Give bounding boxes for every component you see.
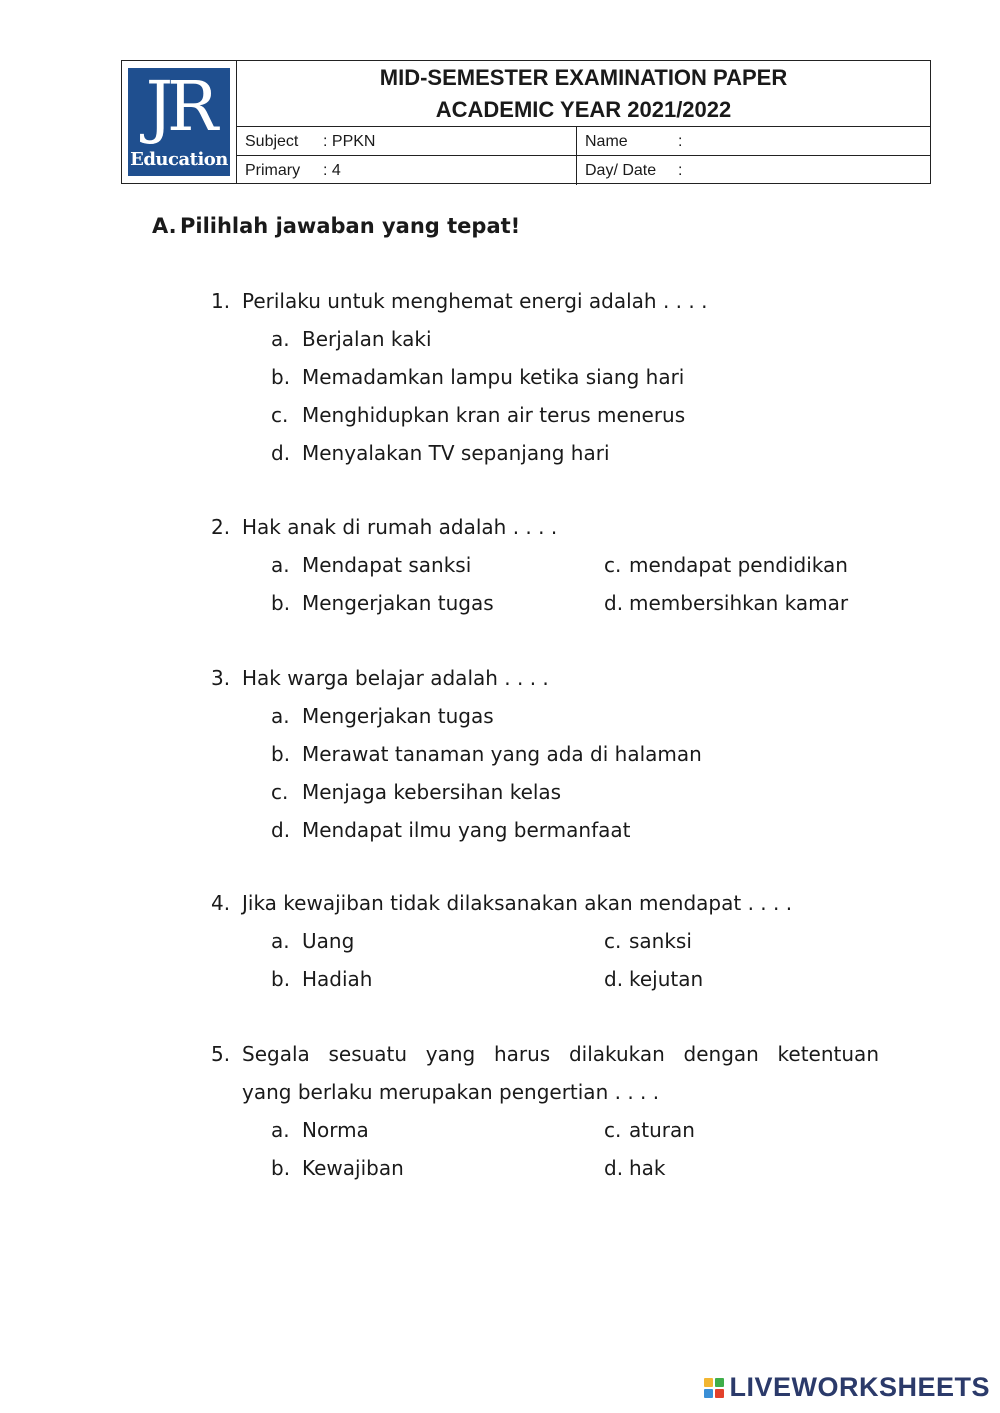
option-letter: c.	[604, 553, 622, 577]
primary-value: : 4	[323, 162, 341, 179]
question-3-stem	[211, 659, 879, 697]
option-5b[interactable]	[271, 1149, 404, 1187]
option-letter: a.	[271, 553, 290, 577]
name-value: :	[678, 133, 683, 150]
question-2-stem	[211, 508, 879, 546]
option-text: Menghidupkan kran air terus menerus	[302, 403, 686, 427]
option-text: Uang	[302, 929, 355, 953]
option-text: Mendapat sanksi	[302, 553, 472, 577]
option-4b[interactable]	[271, 960, 372, 998]
option-2a[interactable]	[271, 546, 471, 584]
exam-title-line1: MID-SEMESTER EXAMINATION PAPER	[379, 65, 788, 90]
subject-value: : PPKN	[323, 133, 376, 150]
section-instruction: Pilihlah jawaban yang tepat!	[180, 214, 521, 238]
option-text: Mengerjakan tugas	[302, 704, 494, 728]
option-letter: c.	[604, 1118, 622, 1142]
option-2d[interactable]	[604, 584, 848, 622]
date-value: :	[678, 162, 683, 179]
info-row-2	[237, 156, 930, 185]
liveworksheets-logo-icon	[704, 1378, 724, 1398]
option-letter: a.	[271, 1118, 290, 1142]
question-1-stem	[211, 282, 879, 320]
option-1a[interactable]	[271, 320, 432, 358]
date-label: Day/ Date	[585, 162, 657, 179]
option-letter: b.	[271, 1156, 291, 1180]
option-letter: d.	[604, 1156, 624, 1180]
option-text: mendapat pendidikan	[629, 553, 848, 577]
option-4a[interactable]	[271, 922, 354, 960]
option-row	[211, 546, 879, 584]
primary-label: Primary	[245, 162, 301, 179]
liveworksheets-watermark	[704, 1372, 990, 1403]
logo-square	[715, 1389, 724, 1398]
option-text: Mendapat ilmu yang bermanfaat	[302, 818, 631, 842]
option-text: Menjaga kebersihan kelas	[302, 780, 562, 804]
question-4-stem	[211, 884, 879, 922]
question-text: Perilaku untuk menghemat energi adalah . . . .	[242, 289, 708, 313]
option-text: Kewajiban	[302, 1156, 404, 1180]
question-3	[211, 659, 879, 849]
question-number: 5.	[211, 1042, 231, 1066]
option-4d[interactable]	[604, 960, 703, 998]
question-5-stem-cont	[211, 1073, 879, 1111]
option-5c[interactable]	[604, 1111, 695, 1149]
option-5d[interactable]	[604, 1149, 666, 1187]
option-text: Mengerjakan tugas	[302, 591, 494, 615]
option-4c[interactable]	[604, 922, 692, 960]
logo-square	[704, 1389, 713, 1398]
option-3d[interactable]	[271, 811, 630, 849]
subject-label: Subject	[245, 133, 299, 150]
option-text: Hadiah	[302, 967, 373, 991]
option-row	[211, 320, 879, 358]
option-text: Memadamkan lampu ketika siang hari	[302, 365, 685, 389]
option-1b[interactable]	[271, 358, 684, 396]
logo-square	[715, 1378, 724, 1387]
exam-title-line2: ACADEMIC YEAR 2021/2022	[435, 97, 732, 122]
option-letter: a.	[271, 704, 290, 728]
option-row	[211, 735, 879, 773]
option-letter: d.	[604, 591, 624, 615]
option-row	[211, 396, 879, 434]
option-row	[211, 584, 879, 622]
question-number: 1.	[211, 289, 231, 313]
question-1	[211, 282, 879, 472]
option-letter: a.	[271, 929, 290, 953]
logo-cell	[122, 61, 237, 183]
option-row	[211, 960, 879, 998]
option-letter: b.	[271, 365, 291, 389]
option-text: hak	[629, 1156, 666, 1180]
question-text: Jika kewajiban tidak dilaksanakan akan mendapat . . . .	[242, 891, 793, 915]
option-letter: c.	[604, 929, 622, 953]
question-text: Hak anak di rumah adalah . . . .	[242, 515, 558, 539]
option-row	[211, 358, 879, 396]
option-1d[interactable]	[271, 434, 610, 472]
name-cell[interactable]	[577, 127, 930, 155]
option-3a[interactable]	[271, 697, 494, 735]
exam-title	[237, 61, 930, 127]
name-label: Name	[585, 133, 628, 150]
option-5a[interactable]	[271, 1111, 369, 1149]
option-letter: d.	[271, 818, 291, 842]
question-5	[211, 1035, 879, 1187]
subject-cell	[237, 127, 577, 155]
option-row	[211, 434, 879, 472]
primary-cell	[237, 156, 577, 185]
option-letter: a.	[271, 327, 290, 351]
section-letter: A.	[152, 214, 177, 238]
option-text: Merawat tanaman yang ada di halaman	[302, 742, 702, 766]
option-letter: d.	[271, 441, 291, 465]
option-row	[211, 1111, 879, 1149]
option-row	[211, 773, 879, 811]
option-text: Menyalakan TV sepanjang hari	[302, 441, 610, 465]
option-letter: b.	[271, 742, 291, 766]
option-text: membersihkan kamar	[629, 591, 849, 615]
option-text: sanksi	[629, 929, 692, 953]
option-row	[211, 922, 879, 960]
option-letter: c.	[271, 403, 289, 427]
option-row	[211, 1149, 879, 1187]
option-letter: b.	[271, 967, 291, 991]
liveworksheets-text: LIVEWORKSHEETS	[729, 1372, 990, 1402]
option-text: Berjalan kaki	[302, 327, 432, 351]
option-letter: c.	[271, 780, 289, 804]
option-2b[interactable]	[271, 584, 494, 622]
logo-jr-text: JR	[145, 68, 213, 147]
section-heading	[152, 211, 520, 241]
jr-education-logo	[128, 68, 230, 176]
logo-education-text: Education	[130, 149, 228, 170]
question-text-line2: yang berlaku merupakan pengertian . . . .	[242, 1080, 660, 1104]
option-letter: b.	[271, 591, 291, 615]
option-1c[interactable]	[271, 396, 685, 434]
question-2	[211, 508, 879, 622]
option-letter: d.	[604, 967, 624, 991]
option-text: aturan	[629, 1118, 695, 1142]
option-2c[interactable]	[604, 546, 848, 584]
logo-square	[704, 1378, 713, 1387]
question-number: 2.	[211, 515, 231, 539]
question-text: Hak warga belajar adalah . . . .	[242, 666, 549, 690]
option-row	[211, 697, 879, 735]
info-row-1	[237, 127, 930, 156]
exam-header	[121, 60, 931, 184]
option-3b[interactable]	[271, 735, 702, 773]
option-text: Norma	[302, 1118, 369, 1142]
question-4	[211, 884, 879, 998]
option-row	[211, 811, 879, 849]
option-text: kejutan	[629, 967, 704, 991]
question-number: 3.	[211, 666, 231, 690]
question-number: 4.	[211, 891, 231, 915]
date-cell[interactable]	[577, 156, 930, 185]
option-3c[interactable]	[271, 773, 561, 811]
question-5-stem	[211, 1035, 879, 1073]
question-text-line1: Segala sesuatu yang harus dilakukan dengan ketentuan	[242, 1042, 879, 1066]
